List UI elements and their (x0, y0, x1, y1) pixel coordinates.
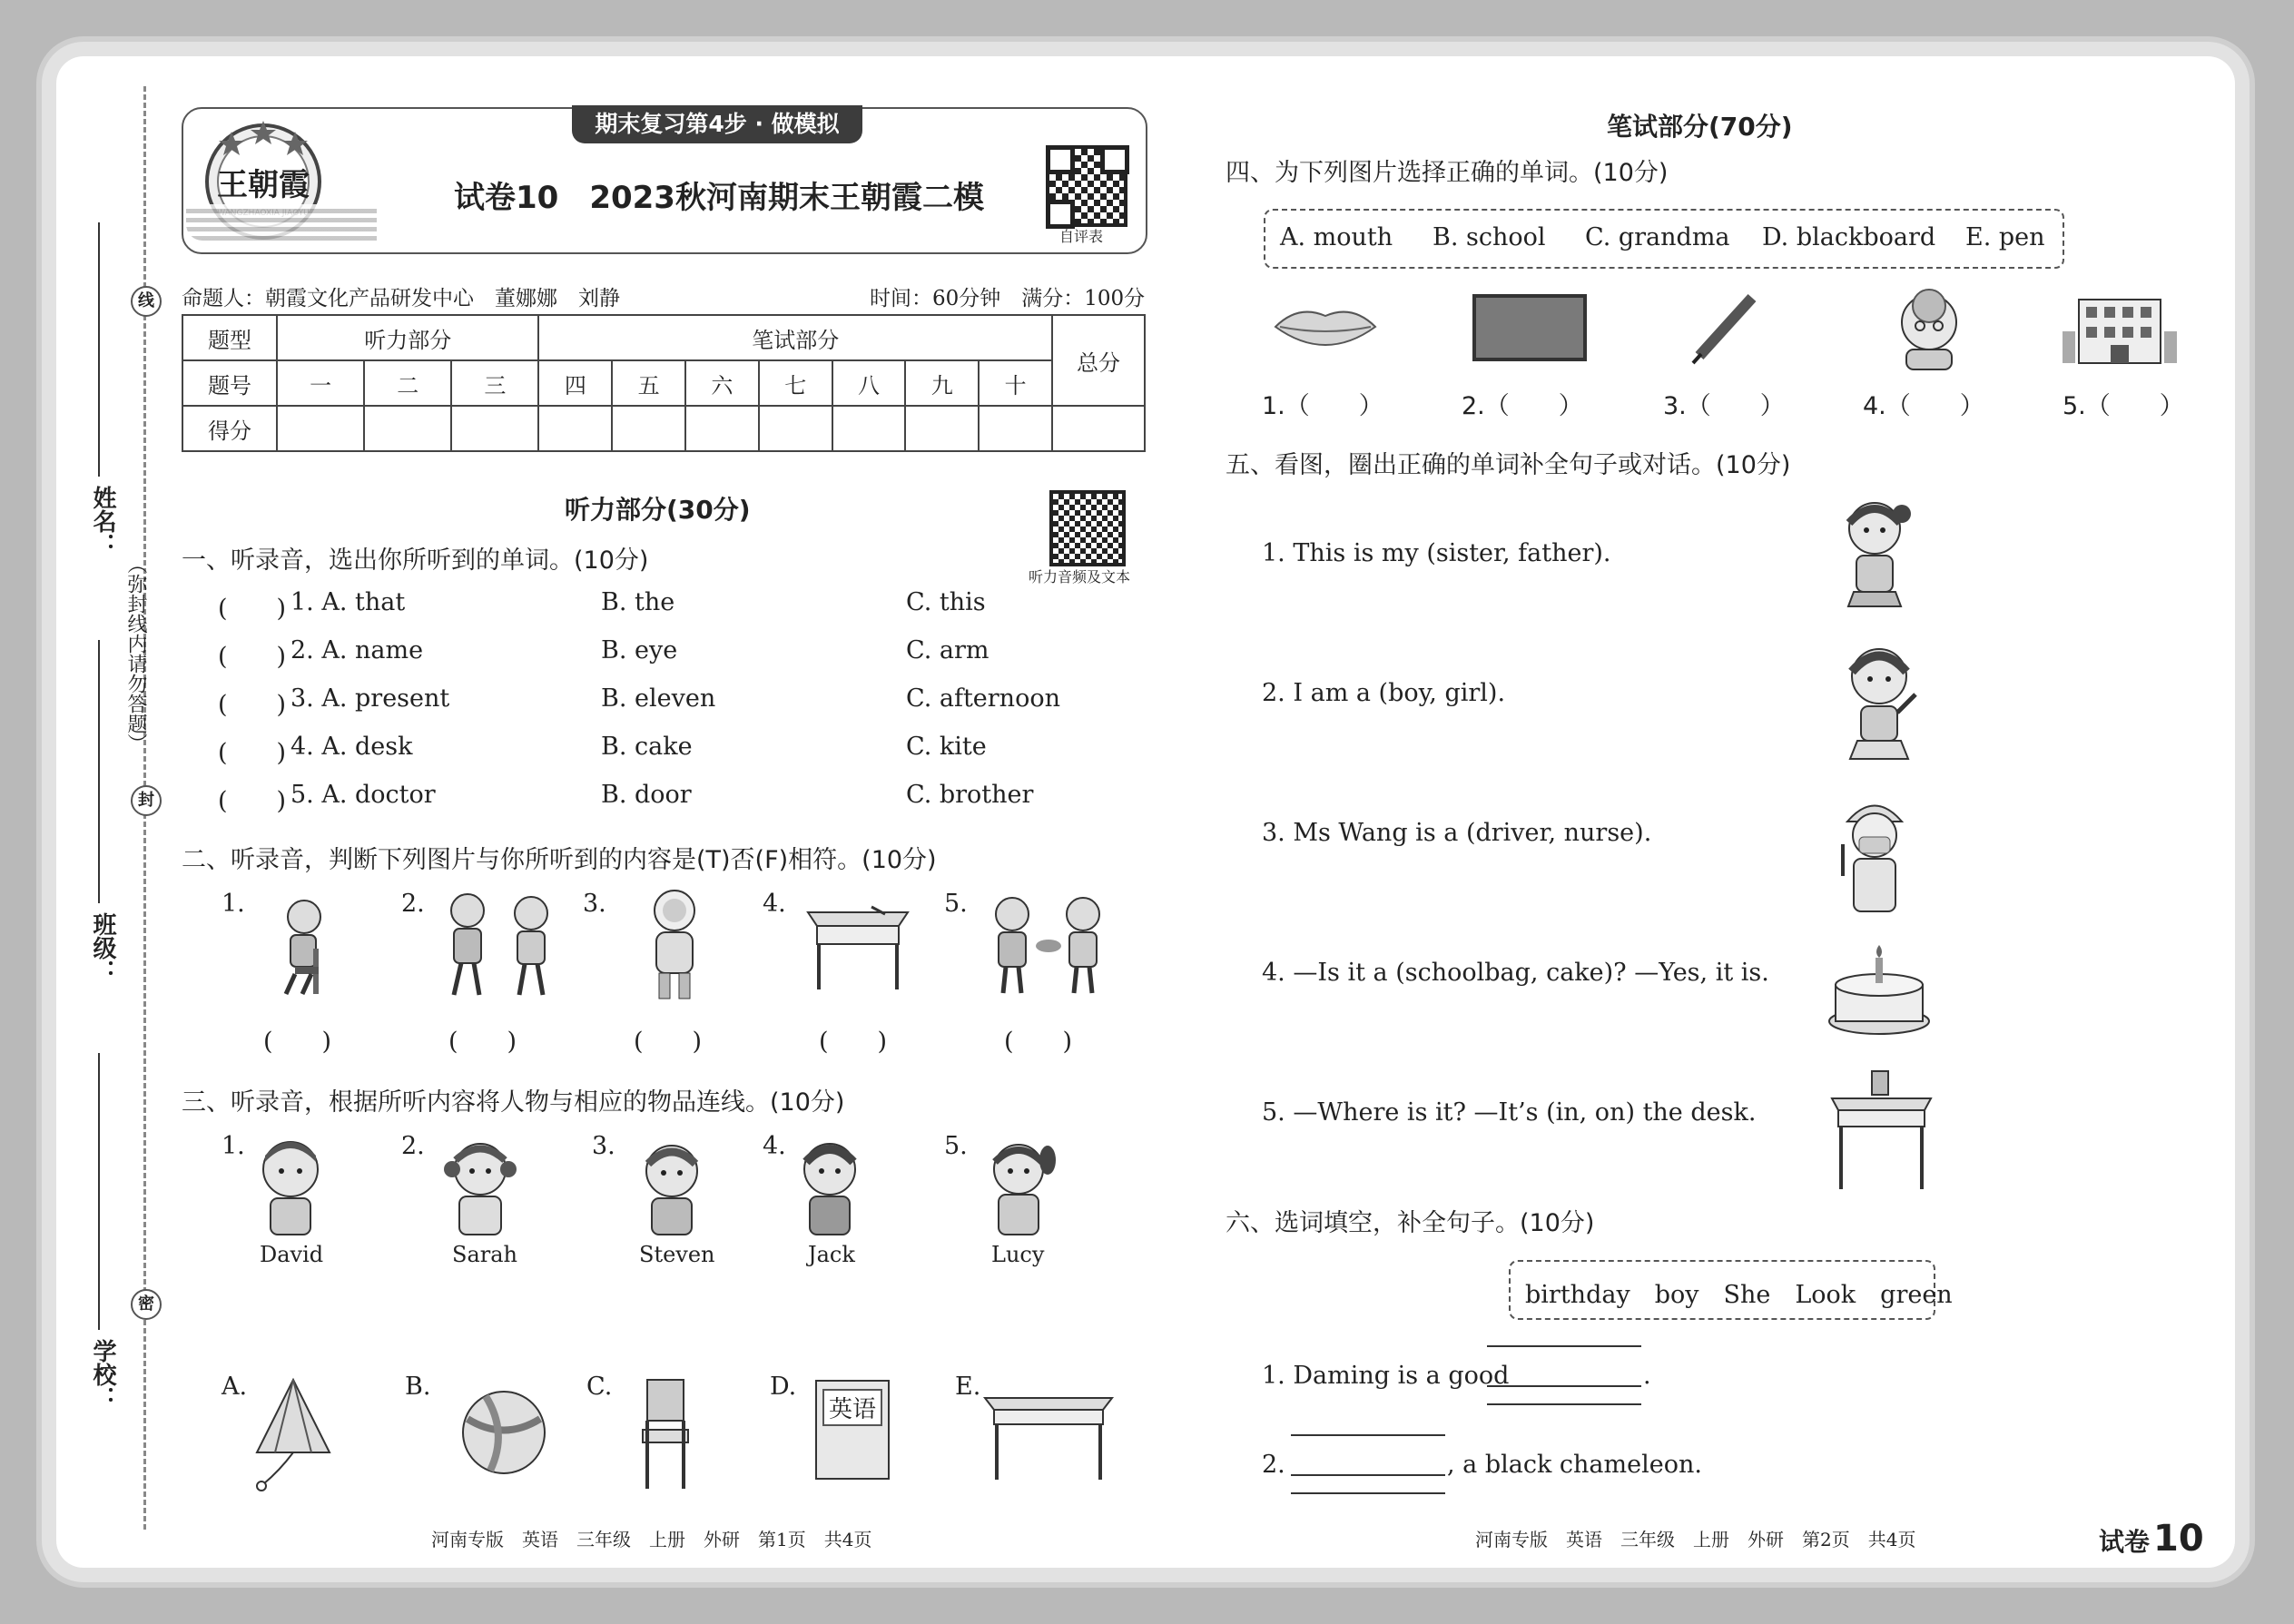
qr-label: 自评表 (1059, 228, 1104, 245)
s6-q1-suffix: . (1643, 1362, 1651, 1390)
option-c: C. grandma (1585, 223, 1730, 251)
q3-option-c: C. afternoon (906, 684, 1060, 713)
s2-answer-5[interactable]: ( ) (1004, 1028, 1073, 1056)
logo-text: 王朝霞 (217, 167, 310, 203)
kite-icon (252, 1375, 334, 1493)
table-num: 二 (364, 360, 451, 406)
listening-qr-label: 听力音频及文本 (1029, 568, 1131, 586)
table-num: 七 (759, 360, 832, 406)
score-cell[interactable] (685, 406, 759, 451)
s6-q1-prefix: 1. Daming is a good (1262, 1362, 1510, 1390)
name-david: David (260, 1242, 324, 1267)
q4-option-a: 4. A. desk (290, 733, 413, 761)
table-num: 一 (277, 360, 364, 406)
q1-option-a: 1. A. that (290, 588, 406, 616)
s6-q2-line-top (1291, 1434, 1445, 1436)
word-bank: birthday boy She Look green (1525, 1281, 1953, 1309)
s2-num-3: 3. (583, 890, 606, 918)
desk-with-cup-icon (1825, 1067, 1938, 1194)
section-2-title: 二、听录音，判断下列图片与你所听到的内容是(T)否(F)相符。(10分) (182, 846, 937, 874)
option-b: B. school (1433, 223, 1546, 251)
q2-option-b: B. eye (601, 636, 678, 664)
school-label: 学校： (89, 1339, 116, 1410)
name-jack: Jack (808, 1242, 855, 1267)
listening-qr-icon[interactable] (1049, 490, 1126, 566)
table-num: 十 (979, 360, 1052, 406)
s5-item-4[interactable]: 4. —Is it a (schoolbag, cake)? —Yes, it is. (1262, 959, 1769, 987)
answer-paren[interactable]: ( ) (218, 739, 287, 767)
score-cell[interactable] (612, 406, 685, 451)
s2-answer-2[interactable]: ( ) (448, 1028, 517, 1056)
qr-corner (1046, 145, 1075, 174)
exam-title: 试卷10 2023秋河南期末王朝霞二模 (454, 180, 984, 216)
s3-num-1: 1. (222, 1132, 245, 1160)
exam-tag-label: 试卷 (2099, 1527, 2151, 1557)
answer-paren[interactable]: ( ) (218, 787, 287, 815)
option-a: A. mouth (1280, 223, 1393, 251)
s6-q2-prefix: 2. (1262, 1451, 1285, 1479)
table-row-label-score: 得分 (182, 406, 277, 451)
table-num: 五 (612, 360, 685, 406)
section-3-title: 三、听录音，根据所听内容将人物与相应的物品连线。(10分) (182, 1088, 845, 1117)
q1-option-c: C. this (906, 588, 986, 616)
s4-answer-2[interactable]: 2.（ ） (1462, 392, 1583, 420)
s5-item-1[interactable]: 1. This is my (sister, father). (1262, 539, 1611, 567)
kids-sharing-icon (976, 891, 1121, 996)
s6-q1-line-bottom (1487, 1403, 1641, 1405)
option-e: E. pen (1965, 223, 2045, 251)
english-book-icon (815, 1380, 890, 1480)
desk-e-icon (980, 1384, 1117, 1484)
nurse-icon (1825, 790, 1925, 917)
s6-q2-line-bottom (1291, 1492, 1445, 1494)
table-num: 三 (451, 360, 538, 406)
pen-icon (1689, 290, 1761, 368)
name-label: 姓名： (89, 486, 116, 556)
school-building-icon (2061, 290, 2179, 370)
q2-option-c: C. arm (906, 636, 989, 664)
score-cell[interactable] (832, 406, 906, 451)
score-cell[interactable] (759, 406, 832, 451)
birthday-cake-icon (1825, 940, 1934, 1039)
sarah-portrait-icon (439, 1133, 521, 1237)
score-cell[interactable] (364, 406, 451, 451)
david-portrait-icon (254, 1133, 327, 1237)
table-header-writing: 笔试部分 (538, 315, 1052, 360)
jack-portrait-icon (793, 1135, 866, 1236)
score-cell[interactable] (451, 406, 538, 451)
class-label: 班级： (89, 912, 116, 983)
sister-icon (1834, 490, 1915, 608)
s2-num-5: 5. (944, 890, 968, 918)
s2-answer-3[interactable]: ( ) (634, 1028, 703, 1056)
mouth-lips-icon (1271, 300, 1380, 354)
author-line: 命题人：朝霞文化产品研发中心 董娜娜 刘静 (182, 287, 620, 310)
s3-num-3: 3. (592, 1132, 615, 1160)
s6-q2-blank[interactable] (1291, 1474, 1445, 1476)
answer-paren[interactable]: ( ) (218, 691, 287, 719)
footer-right: 河南专版 英语 三年级 上册 外研 第2页 共4页 (1475, 1529, 1916, 1550)
s3-num-4: 4. (763, 1132, 786, 1160)
q4-option-c: C. kite (906, 733, 987, 761)
section-4-title: 四、为下列图片选择正确的单词。(10分) (1226, 159, 1669, 187)
desk-icon (799, 894, 917, 994)
score-cell[interactable] (905, 406, 979, 451)
score-cell[interactable] (277, 406, 364, 451)
boy-sitting-icon (259, 894, 340, 999)
binding-mark-mi: 密 (131, 1289, 162, 1320)
name-lucy: Lucy (991, 1242, 1045, 1267)
option-d: D. blackboard (1762, 223, 1936, 251)
item-c-label: C. (586, 1373, 613, 1401)
answer-paren[interactable]: ( ) (218, 643, 287, 671)
q5-option-a: 5. A. doctor (290, 781, 436, 809)
q5-option-c: C. brother (906, 781, 1034, 809)
q4-option-b: B. cake (601, 733, 693, 761)
table-num: 四 (538, 360, 612, 406)
s4-answer-1[interactable]: 1.（ ） (1262, 392, 1383, 420)
q3-option-b: B. eleven (601, 684, 716, 713)
score-cell[interactable] (1052, 406, 1145, 451)
s6-q1-line-top (1487, 1345, 1641, 1347)
s5-item-5[interactable]: 5. —Where is it? —It’s (in, on) the desk. (1262, 1098, 1757, 1127)
name-sarah: Sarah (452, 1242, 517, 1267)
s2-answer-1[interactable]: ( ) (263, 1028, 332, 1056)
section-6-title: 六、选词填空，补全句子。(10分) (1226, 1209, 1595, 1237)
score-cell[interactable] (979, 406, 1052, 451)
s2-num-4: 4. (763, 890, 786, 918)
section-5-title: 五、看图，圈出正确的单词补全句子或对话。(10分) (1226, 451, 1791, 479)
header-stripes (186, 204, 377, 241)
item-a-label: A. (222, 1373, 248, 1401)
grandma-icon (1893, 286, 1965, 372)
item-d-label: D. (770, 1373, 797, 1401)
s2-answer-4[interactable]: ( ) (819, 1028, 888, 1056)
girl-waving-icon (1834, 635, 1925, 763)
school-field[interactable] (98, 1053, 100, 1330)
binding-note: （弥封线内请勿答题） (124, 554, 147, 753)
steven-portrait-icon (635, 1137, 708, 1236)
chair-icon (634, 1375, 697, 1493)
lucy-portrait-icon (980, 1135, 1062, 1236)
listening-title: 听力部分(30分) (565, 495, 751, 525)
s3-num-2: 2. (401, 1132, 425, 1160)
s5-item-2[interactable]: 2. I am a (boy, girl). (1262, 679, 1506, 707)
name-field[interactable] (98, 222, 100, 477)
answer-paren[interactable]: ( ) (218, 595, 287, 623)
s2-num-2: 2. (401, 890, 425, 918)
table-num: 八 (832, 360, 906, 406)
section-1-title: 一、听录音，选出你所听到的单词。(10分) (182, 546, 649, 575)
score-table (182, 314, 1146, 452)
s3-num-5: 5. (944, 1132, 968, 1160)
q3-option-a: 3. A. present (290, 684, 450, 713)
table-num: 六 (685, 360, 759, 406)
book-title-text: 英语 (822, 1389, 882, 1426)
q1-option-b: B. the (601, 588, 675, 616)
table-num: 九 (905, 360, 979, 406)
s6-q1-blank[interactable] (1487, 1385, 1641, 1387)
ball-icon (458, 1387, 549, 1478)
s4-answer-3[interactable]: 3.（ ） (1663, 392, 1785, 420)
table-header-type: 题型 (182, 315, 277, 360)
table-header-listening: 听力部分 (277, 315, 538, 360)
qr-corner (1100, 145, 1129, 174)
s4-answer-4[interactable]: 4.（ ） (1863, 392, 1984, 420)
blackboard-icon (1471, 292, 1589, 363)
writing-title: 笔试部分(70分) (1607, 112, 1793, 142)
s4-answer-5[interactable]: 5.（ ） (2063, 392, 2184, 420)
item-b-label: B. (405, 1373, 431, 1401)
s2-num-1: 1. (222, 890, 245, 918)
binding-mark-feng: 封 (131, 785, 162, 816)
table-header-total: 总分 (1052, 315, 1145, 406)
score-cell[interactable] (538, 406, 612, 451)
s5-item-3[interactable]: 3. Ms Wang is a (driver, nurse). (1262, 819, 1652, 847)
exam-tag-number: 10 (2153, 1518, 2204, 1560)
q5-option-b: B. door (601, 781, 692, 809)
class-field[interactable] (98, 640, 100, 903)
binding-mark-xian: 线 (131, 286, 162, 317)
name-steven: Steven (639, 1242, 715, 1267)
astronaut-icon (634, 885, 715, 1003)
exam-tag (2099, 1518, 2204, 1560)
header-banner: 期末复习第4步 · 做模拟 (572, 105, 862, 143)
two-kids-icon (436, 888, 563, 1001)
item-e-label: E. (955, 1373, 981, 1401)
time-score-line: 时间：60分钟 满分：100分 (870, 287, 1146, 310)
footer-left: 河南专版 英语 三年级 上册 外研 第1页 共4页 (431, 1529, 872, 1550)
s6-q2-suffix: , a black chameleon. (1447, 1451, 1702, 1479)
q2-option-a: 2. A. name (290, 636, 424, 664)
table-row-label-num: 题号 (182, 360, 277, 406)
